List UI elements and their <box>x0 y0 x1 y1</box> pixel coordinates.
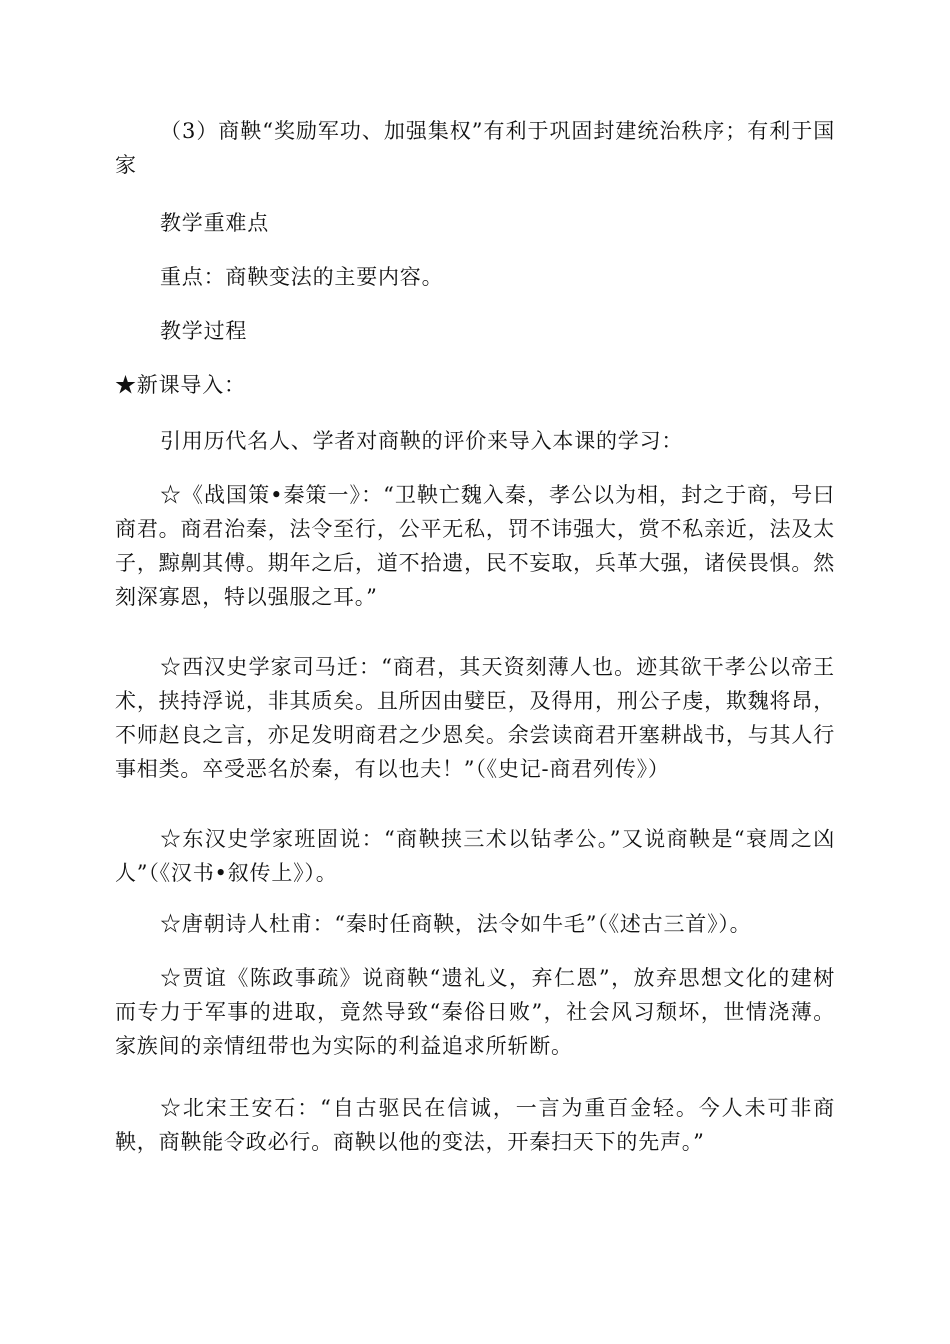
heading-key-difficult-points: 教学重难点 <box>160 211 269 235</box>
quote-zhanguoce: ☆《战国策•秦策一》：“卫鞅亡魏入秦，孝公以为相，封之于商，号曰商君。商君治秦，法令至行，公平无私，罚不讳强大，赏不私亲近，法及太子，黥劓其傅。期年之后，道不拾遗，民不妄取，兵革大强，诸侯畏惧。然刻深寡恩，特以强服之耳。” <box>115 483 835 609</box>
paragraph-key-point: 重点：商鞅变法的主要内容。 <box>160 265 444 289</box>
heading-teaching-process: 教学过程 <box>160 319 248 343</box>
quote-sima-qian: ☆西汉史学家司马迁：“商君，其天资刻薄人也。迹其欲干孝公以帝王术，挟持浮说，非其质矣。且所因由嬖臣，及得用，刑公子虔，欺魏将昂，不师赵良之言，亦足发明商君之少恩矣。余尝读商君开塞耕战书，与其人行事相类。卒受恶名於秦，有以也夫！”（《史记-商君列传》） <box>115 655 835 781</box>
quote-du-fu: ☆唐朝诗人杜甫：“秦时任商鞅，法令如牛毛”（《述古三首》）。 <box>160 912 752 936</box>
heading-new-lesson-intro: ★新课导入： <box>115 373 246 397</box>
paragraph-objective-3: （3）商鞅“奖励军功、加强集权”有利于巩固封建统治秩序；有利于国家 <box>115 119 835 177</box>
quote-ban-gu: ☆东汉史学家班固说：“商鞅挟三术以钻孝公。”又说商鞅是“衰周之凶人”（《汉书•叙传上》）。 <box>115 827 835 885</box>
quote-wang-anshi: ☆北宋王安石：“自古驱民在信诚，一言为重百金轻。今人未可非商鞅，商鞅能令政必行。商鞅以他的变法，开秦扫天下的先声。” <box>115 1096 835 1154</box>
quote-jia-yi: ☆贾谊《陈政事疏》说商鞅“遗礼义，弃仁恩”，放弃思想文化的建树而专力于军事的进取，竟然导致“秦俗日败”，社会风习颓坏，世情浇薄。家族间的亲情纽带也为实际的利益追求所斩断。 <box>115 966 835 1058</box>
paragraph-intro: 引用历代名人、学者对商鞅的评价来导入本课的学习： <box>160 429 684 453</box>
